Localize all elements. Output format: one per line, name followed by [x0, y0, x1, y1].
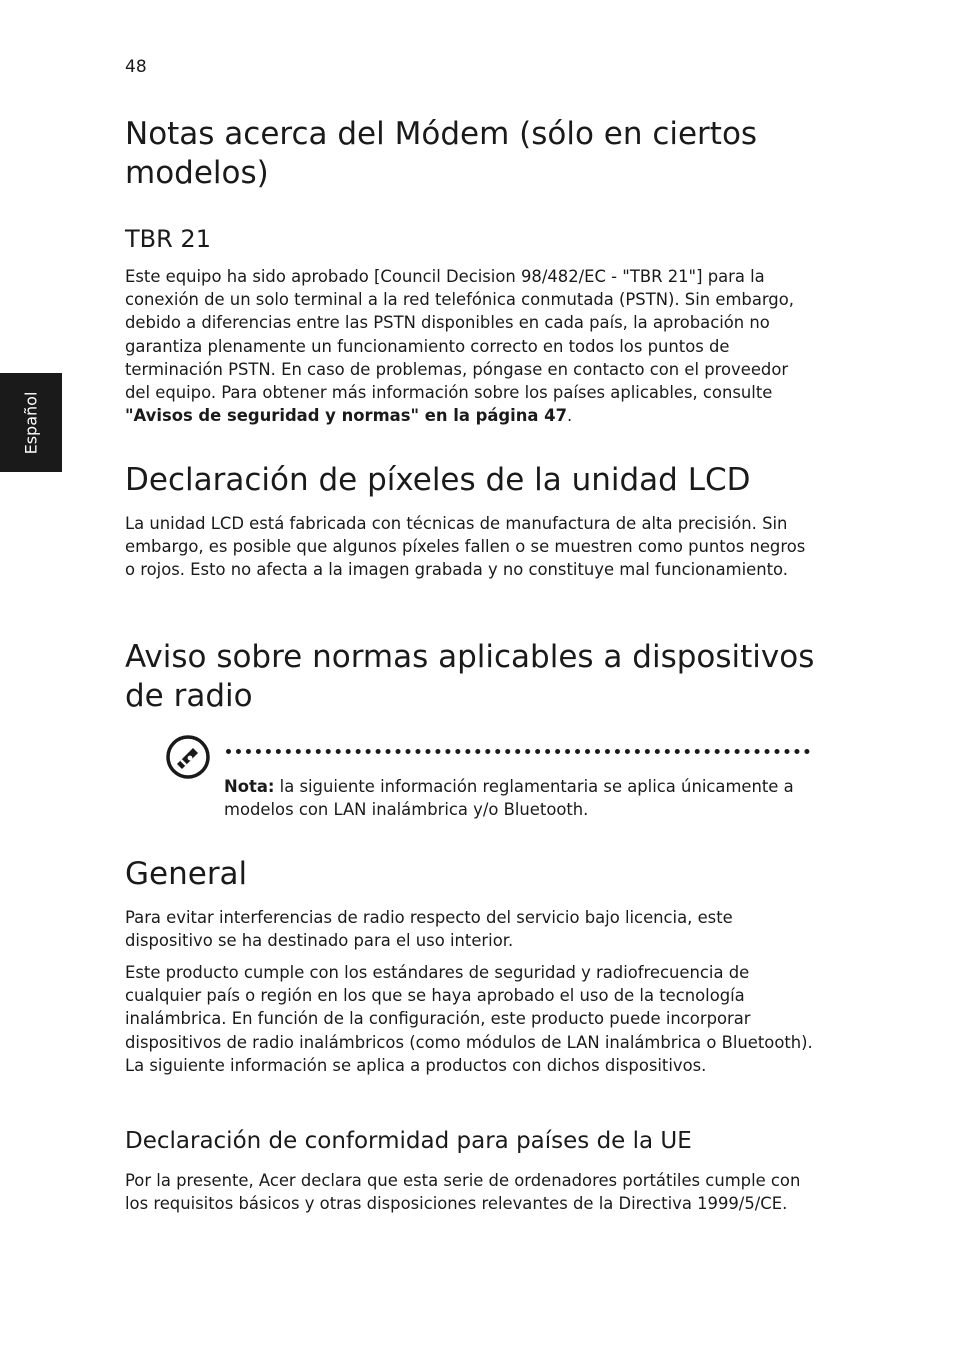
tbr21-period: . — [567, 406, 573, 426]
general-paragraph-1: Para evitar interferencias de radio respecto del servicio bajo licencia, este dispositivo se ha destinado para el uso interior. — [125, 908, 733, 951]
language-side-tab-label: Español — [21, 391, 41, 455]
note-divider — [226, 749, 810, 754]
general-paragraph-2: Este producto cumple con los estándares de seguridad y radiofrecuencia de cualquier país o región en los que se haya aprobado el uso de la tecnología inalámbrica. En función de la configuración, este producto puede incorporar dispositivos de radio inalámbricos (como módulos de LAN inalámbrica o Bluetooth). La siguiente información se aplica a productos con dichos dispositivos. — [125, 963, 813, 1075]
language-side-tab — [0, 373, 62, 472]
general-section-title: General — [125, 856, 248, 892]
tbr21-paragraph — [125, 265, 815, 427]
radio-section-title: Aviso sobre normas aplicables a dispositivos de radio — [125, 639, 815, 714]
note-label: Nota: — [224, 777, 275, 796]
lcd-section-title: Declaración de píxeles de la unidad LCD — [125, 462, 751, 498]
page-number: 48 — [125, 57, 147, 77]
tbr21-cross-reference-link[interactable]: "Avisos de seguridad y normas" en la página 47 — [125, 406, 567, 426]
eu-declaration-paragraph: Por la presente, Acer declara que esta serie de ordenadores portátiles cumple con los requisitos básicos y otras disposiciones relevantes de la Directiva 1999/5/CE. — [125, 1171, 801, 1214]
radio-note — [224, 775, 814, 821]
tbr21-text: Este equipo ha sido aprobado [Council Decision 98/482/EC - "TBR 21"] para la conexión de un solo terminal a la red telefónica conmutada (PSTN). Sin embargo, debido a diferencias entre las PSTN disponibles en cada país, la aprobación no garantiza plenamente un funcionamiento correcto en todos los puntos de terminación PSTN. En caso de problemas, póngase en contacto con el proveedor del equipo. Para obtener más información sobre los países aplicables, consulte — [125, 267, 794, 403]
tbr21-title: TBR 21 — [125, 225, 211, 253]
modem-section-title: Notas acerca del Módem (sólo en ciertos modelos) — [125, 116, 758, 191]
lcd-paragraph: La unidad LCD está fabricada con técnicas de manufactura de alta precisión. Sin embargo, es posible que algunos píxeles fallen o se muestren como puntos negros o rojos. Esto no afecta a la imagen grabada y no constituye mal funcionamiento. — [125, 514, 806, 580]
note-icon — [165, 734, 211, 780]
eu-declaration-title: Declaración de conformidad para países de la UE — [125, 1128, 692, 1154]
note-body: la siguiente información reglamentaria se aplica únicamente a modelos con LAN inalámbrica y/o Bluetooth. — [224, 777, 794, 820]
